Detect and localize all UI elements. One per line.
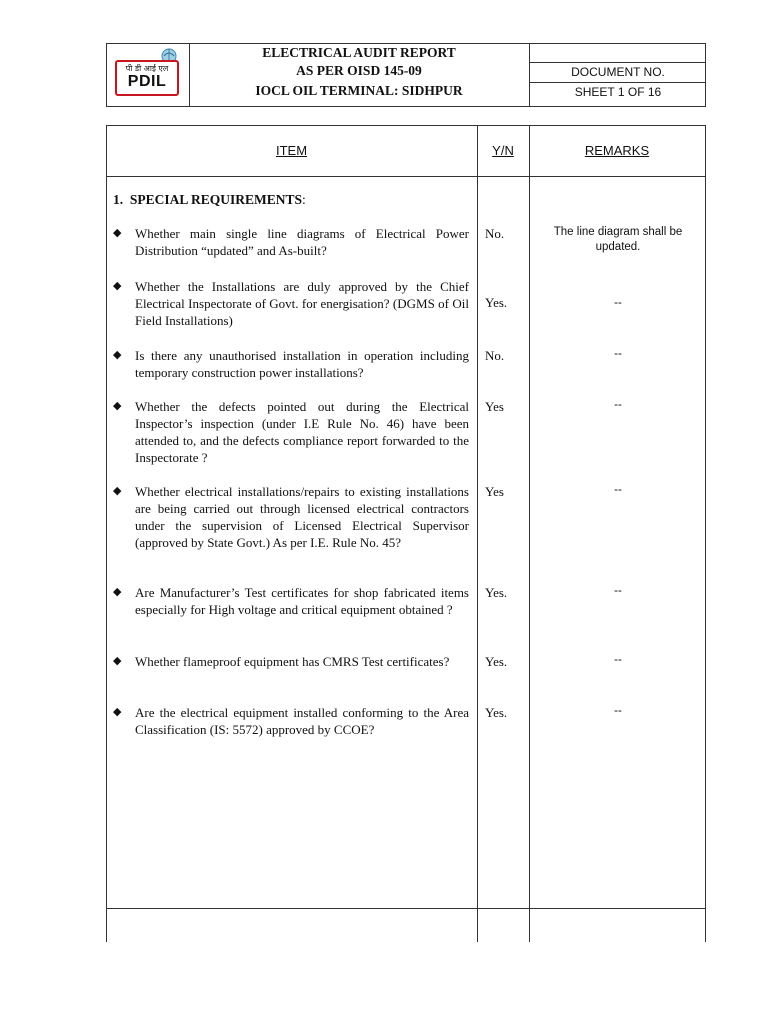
audit-table (106, 125, 706, 942)
footer-row-divider (106, 908, 706, 909)
column-header-item: ITEM (275, 143, 308, 158)
diamond-bullet-icon: ◆ (113, 706, 122, 718)
header-divider (529, 62, 705, 63)
company-logo (107, 44, 189, 106)
section-number: 1. (113, 192, 124, 207)
report-site: IOCL OIL TERMINAL: SIDHPUR (255, 83, 463, 98)
logo-name: PDIL (127, 73, 167, 90)
question-text: Whether the defects pointed out during the Electrical Inspector’s inspection (under I.E Rule No. 46) have been attended to, and the defects compliance report forwarded to the Inspectorate ? (135, 399, 469, 465)
diamond-bullet-icon: ◆ (113, 586, 122, 598)
yes-no-answer: Yes (485, 399, 504, 414)
column-divider (529, 125, 530, 942)
diamond-bullet-icon: ◆ (113, 280, 122, 292)
diamond-bullet-icon: ◆ (113, 400, 122, 412)
diamond-bullet-icon: ◆ (113, 655, 122, 667)
table-border-right (705, 125, 706, 942)
yes-no-answer: Yes (485, 484, 504, 499)
remark-text: -- (614, 585, 622, 597)
question-text: Are the electrical equipment installed conforming to the Area Classification (IS: 5572) approved by CCOE? (135, 705, 469, 737)
remark-text: -- (614, 399, 622, 411)
question-text: Whether the Installations are duly approved by the Chief Electrical Inspectorate of Govt. for energisation? (DGMS of Oil Field Installations) (135, 279, 469, 328)
yes-no-answer: No. (485, 226, 505, 241)
section-colon: : (302, 192, 306, 207)
table-border-left (106, 125, 107, 942)
remark-text: -- (614, 705, 622, 717)
yes-no-answer: Yes. (485, 295, 508, 310)
document-number-label: DOCUMENT NO. (571, 65, 665, 79)
yes-no-answer: Yes. (485, 654, 508, 669)
remark-text: -- (614, 297, 622, 309)
diamond-bullet-icon: ◆ (113, 349, 122, 361)
sheet-number: SHEET 1 OF 16 (574, 85, 662, 99)
column-divider (477, 125, 478, 942)
column-header-remarks: REMARKS (584, 143, 650, 158)
diamond-bullet-icon: ◆ (113, 485, 122, 497)
remark-text: The line diagram shall be updated. (553, 226, 683, 253)
yes-no-answer: Yes. (485, 705, 508, 720)
header-divider (529, 82, 705, 83)
question-text: Whether flameproof equipment has CMRS Test certificates? (135, 654, 450, 669)
document-header (106, 43, 706, 107)
remark-text: -- (614, 348, 622, 360)
report-title: ELECTRICAL AUDIT REPORT (262, 45, 456, 60)
yes-no-answer: Yes. (485, 585, 508, 600)
report-standard: AS PER OISD 145-09 (296, 63, 422, 78)
question-text: Whether main single line diagrams of Electrical Power Distribution “updated” and As-built? (135, 226, 469, 258)
header-row-divider (106, 176, 706, 177)
section-title: SPECIAL REQUIREMENTS (129, 192, 303, 207)
yes-no-answer: No. (485, 348, 505, 363)
remark-text: -- (614, 484, 622, 496)
logo-frame (115, 60, 179, 96)
remark-text: -- (614, 654, 622, 666)
logo-hindi-text: पी डी आई एल (125, 64, 169, 73)
question-text: Is there any unauthorised installation in operation including temporary construction power installations? (135, 348, 469, 380)
column-header-yn: Y/N (492, 143, 514, 158)
diamond-bullet-icon: ◆ (113, 227, 122, 239)
table-border-top (106, 125, 706, 126)
section-heading (113, 192, 306, 208)
question-text: Whether electrical installations/repairs to existing installations are being carried out through licensed electrical contractors under the supervision of Licensed Electrical Supervisor (approved by State Govt.) As per I.E. Rule No. 45? (135, 484, 469, 550)
question-text: Are Manufacturer’s Test certificates for shop fabricated items especially for High voltage and critical equipment obtained ? (135, 585, 469, 617)
